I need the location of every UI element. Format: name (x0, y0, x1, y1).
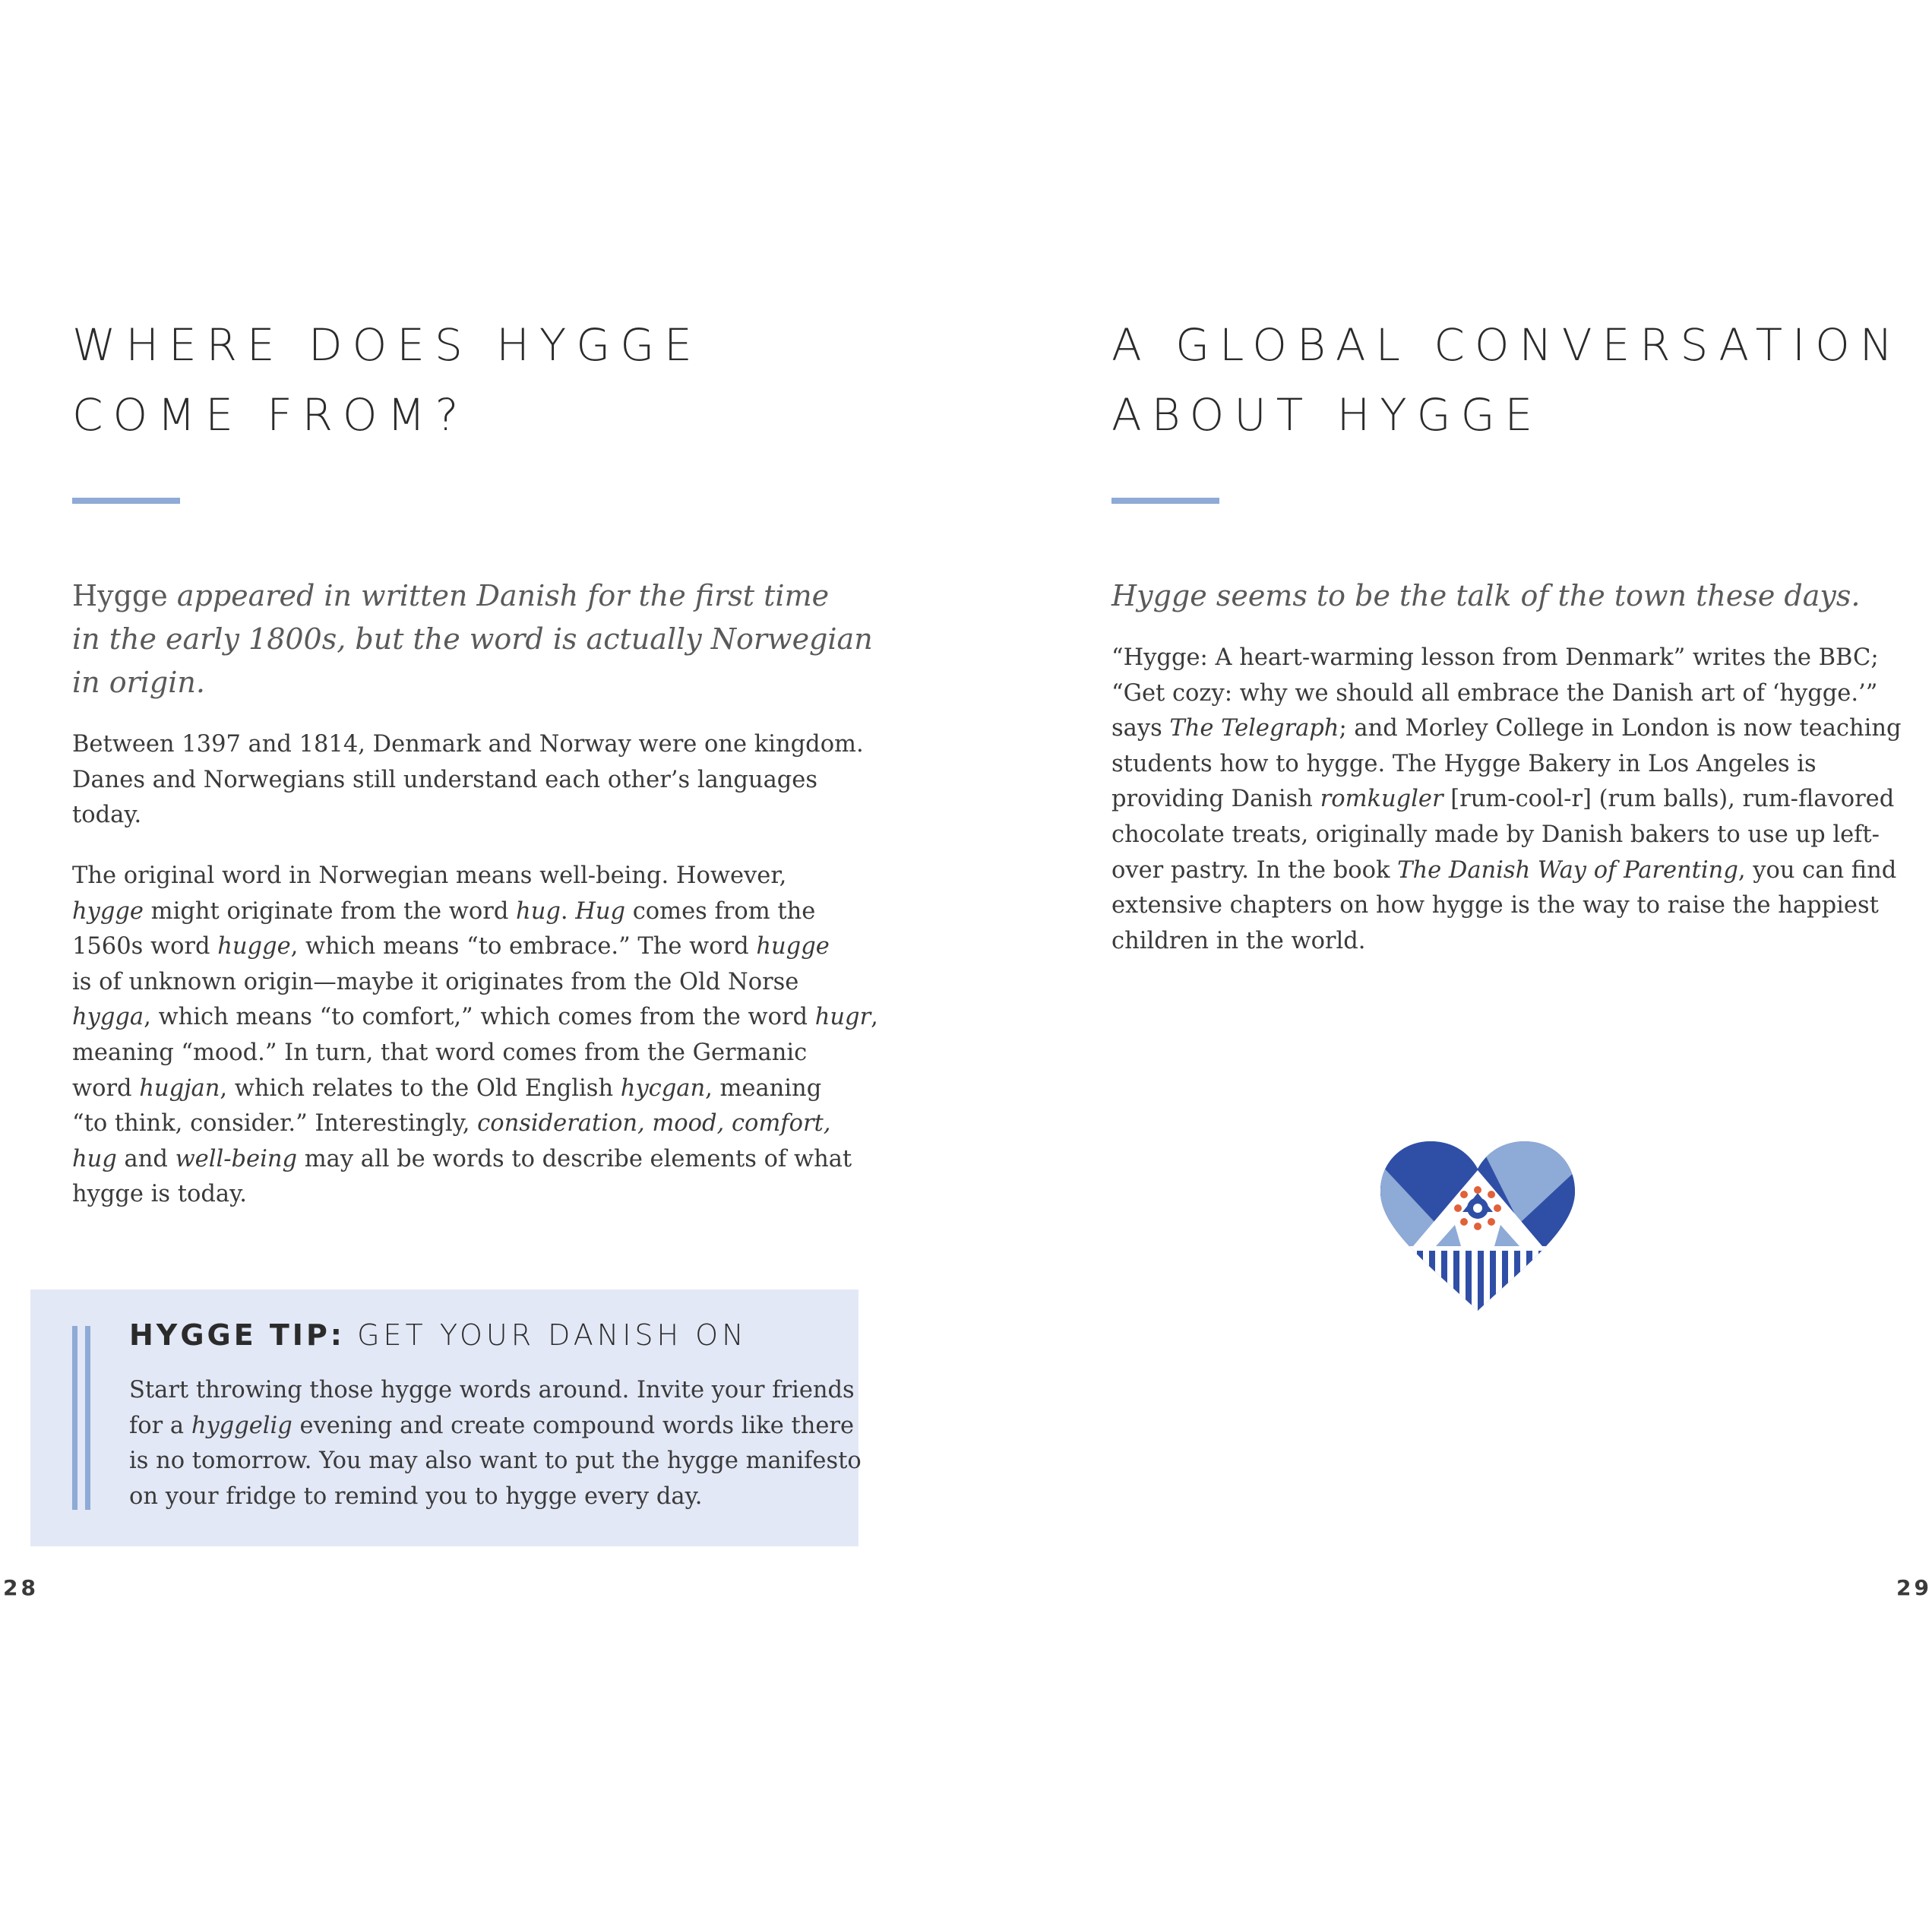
heading-line: WHERE DOES HYGGE (72, 319, 702, 371)
text-line: chocolate treats, originally made by Danish bakers to use up left- (1111, 821, 1880, 848)
page-number-left: 28 (3, 1575, 39, 1600)
text-line: The original word in Norwegian means well-being. However, (72, 862, 787, 889)
left-page (0, 0, 963, 1927)
text-line: today. (72, 802, 142, 829)
text-line (72, 1106, 878, 1142)
text-run: providing Danish (1111, 786, 1320, 813)
text-run: for a (129, 1412, 191, 1439)
text-run: ; and Morley College in London is now teaching (1339, 715, 1902, 742)
italic-word: hugjan (139, 1074, 220, 1102)
lead-paragraph: Hygge seems to be the talk of the town these days. (1111, 579, 1861, 612)
text-line (1111, 782, 1902, 818)
text-line: meaning “mood.” In turn, that word comes from the Germanic (72, 1039, 808, 1066)
lead-paragraph (72, 574, 873, 704)
text-run: comes from the (625, 897, 816, 925)
text-line (72, 894, 878, 930)
italic-word: consideration, mood, comfort, (477, 1110, 831, 1138)
text-run: 1560s word (72, 933, 218, 960)
text-line (72, 1071, 878, 1107)
text-line: hygga, which means “to comfort,” which comes from the word hugr, (72, 1004, 878, 1031)
lead-line: in the early 1800s, but the word is actually Norwegian (72, 622, 873, 656)
text-run: , which means “to comfort,” which comes from the word (144, 1004, 815, 1031)
italic-word: hugr (814, 1004, 871, 1031)
paragraph-history (72, 727, 864, 834)
text-run: and (116, 1145, 175, 1172)
tip-label: HYGGE TIP: (129, 1318, 345, 1352)
italic-word: hugge (217, 933, 291, 960)
text-line: Between 1397 and 1814, Denmark and Norway were one kingdom. (72, 731, 864, 758)
italic-word: Hug (575, 897, 626, 925)
text-line (1111, 853, 1902, 889)
italic-title: The Telegraph (1169, 715, 1339, 742)
text-line (129, 1409, 862, 1444)
italic-title: The Danish Way of Parenting (1397, 856, 1738, 884)
heading-global-conversation (1111, 310, 1902, 450)
heading-rule (1111, 498, 1219, 504)
tip-heading: GET YOUR DANISH ON (357, 1318, 748, 1352)
text-line: “Hygge: A heart-warming lesson from Denmark” writes the BBC; (1111, 644, 1879, 671)
text-run: over pastry. In the book (1111, 856, 1398, 884)
text-line (1111, 711, 1902, 747)
lead-word: Hygge (72, 579, 168, 612)
heading-line: COME FROM? (72, 389, 469, 441)
lead-line: in origin. (72, 666, 205, 699)
text-run: , which means “to embrace.” The word (290, 933, 757, 960)
heading-rule (72, 498, 180, 504)
italic-word: hygge (72, 897, 144, 925)
hygge-tip-box (30, 1289, 862, 1546)
text-run: may all be words to describe elements of what (297, 1145, 852, 1172)
text-line: hygge is today. (72, 1181, 247, 1208)
italic-word: hugge (756, 933, 830, 960)
text-line: Danes and Norwegians still understand each other’s languages (72, 766, 817, 793)
text-run: , which relates to the Old English (220, 1074, 621, 1102)
italic-word: well-being (175, 1145, 298, 1172)
italic-word: hug (72, 1145, 117, 1172)
heading-line: A GLOBAL CONVERSATION (1111, 319, 1903, 371)
text-line: students how to hygge. The Hygge Bakery in Los Angeles is (1111, 750, 1817, 777)
text-line: extensive chapters on how hygge is the way to raise the happiest (1111, 892, 1879, 919)
lead-line (72, 574, 873, 618)
heading-where-does-hygge-come-from (72, 310, 702, 450)
text-run: says (1111, 715, 1170, 742)
text-run: [rum-cool-r] (rum balls), rum-flavored (1443, 786, 1895, 813)
italic-word: hycgan (620, 1074, 706, 1102)
text-line: children in the world. (1111, 927, 1366, 954)
text-line: is no tomorrow. You may also want to put the hygge manifesto (129, 1448, 862, 1475)
tip-accent-bar (72, 1326, 77, 1510)
text-line (72, 929, 878, 965)
heading-line: ABOUT HYGGE (1111, 389, 1543, 441)
paragraph-etymology (72, 859, 878, 1213)
tip-accent-bar (85, 1326, 90, 1510)
italic-word: hygga (72, 1004, 144, 1031)
page-number-right: 29 (1896, 1575, 1932, 1600)
text-run: , meaning (705, 1074, 822, 1102)
text-line: is of unknown origin—maybe it originates from the Old Norse (72, 968, 799, 995)
paragraph-global-conversation (1111, 641, 1902, 959)
tip-body (129, 1373, 862, 1514)
right-page (963, 0, 1932, 1927)
text-line: “Get cozy: why we should all embrace the Danish art of ‘hygge.’” (1111, 679, 1878, 707)
tip-title (129, 1318, 748, 1352)
text-run: . (560, 897, 576, 925)
text-run: might originate from the word (143, 897, 517, 925)
italic-word: hug (516, 897, 561, 925)
text-run: word (72, 1074, 140, 1102)
lead-text: appeared in written Danish for the first time (176, 579, 830, 612)
text-line: on your fridge to remind you to hygge every day. (129, 1482, 703, 1510)
text-line (72, 1142, 878, 1178)
heart-icon (1379, 1140, 1576, 1322)
text-run: evening and create compound words like there (292, 1412, 855, 1439)
text-run: , you can find (1738, 856, 1897, 884)
italic-word: romkugler (1320, 786, 1443, 813)
text-run: “to think, consider.” Interestingly, (72, 1110, 478, 1138)
italic-word: hyggelig (191, 1412, 292, 1439)
text-line: Start throwing those hygge words around. Invite your friends (129, 1377, 855, 1403)
